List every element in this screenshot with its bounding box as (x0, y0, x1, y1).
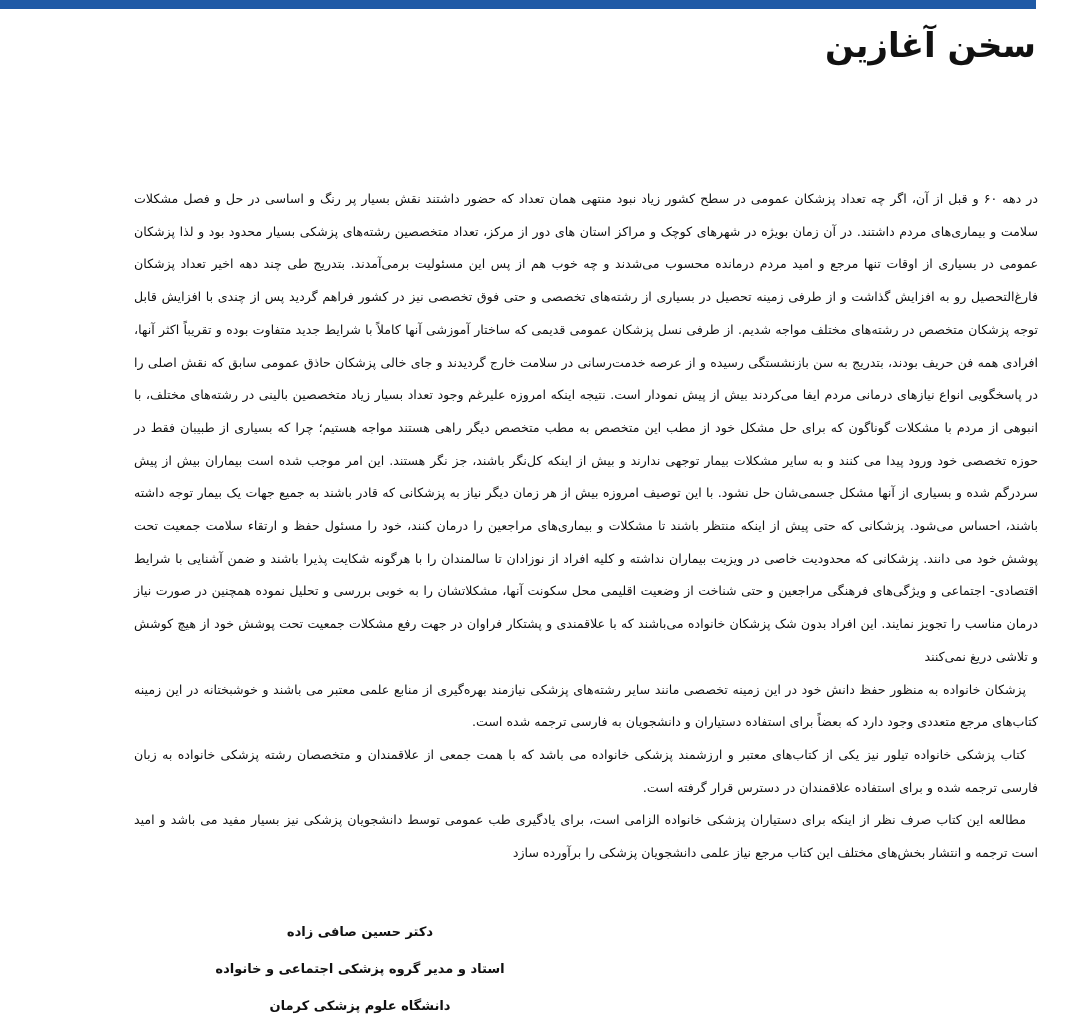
signature-institution: دانشگاه علوم پزشکی کرمان (269, 999, 451, 1014)
signature-block (150, 914, 570, 1025)
page-title: سخن آغازین (825, 26, 1036, 66)
paragraph-2: پزشکان خانواده به منظور حفظ دانش خود در این زمینه تخصصی مانند سایر رشته‌های پزشکی نیازمند بهره‌گیری از منابع علمی معتبر می باشند و خوشبختانه در این زمینه کتاب‌های مرجع متعددی وجود دارد که بعضاً برای استفاده دستیاران و دانشجویان به فارسی ترجمه شده است. (134, 681, 1038, 730)
header-rule (0, 0, 1036, 9)
signature-name: دکتر حسین صافی زاده (286, 925, 434, 940)
signature-position: استاد و مدیر گروه پزشکی اجتماعی و خانواده (215, 962, 505, 977)
paragraph-4: مطالعه این کتاب صرف نظر از اینکه برای دستیاران پزشکی خانواده الزامی است، برای یادگیری طب عمومی توسط دانشجویان پزشکی نیز بسیار مفید می باشد و امید است ترجمه و انتشار بخش‌های مختلف این کتاب مرجع نیاز علمی دانشجویان پزشکی را برآورده سازد (134, 812, 1038, 861)
paragraph-1: در دهه ۶۰ و قبل از آن، اگر چه تعداد پزشکان عمومی در سطح کشور زیاد نبود منتهی همان تعداد که حضور داشتند نقش بسیار پر رنگ و اساسی در حل و فصل مشکلات سلامت و بیماری‌های مردم داشتند. در آن زمان بویژه در شهرهای کوچک و مراکز استان های دور از مرکز، تعداد متخصصین رشته‌های پزشکی بسیار محدود بود و لذا پزشکان عمومی در بسیاری از اوقات تنها مرجع و امید مردم درمانده محسوب می‌شدند و چه خوب هم از پس این مسئولیت برمی‌آمدند. بتدریج طی چند دهه اخیر تعداد پزشکان فارغ‌التحصیل رو به افزایش گذاشت و از طرفی زمینه تحصیل در بسیاری از رشته‌های تخصصی و حتی فوق تخصصی نیز در کشور فراهم گردید پس از چندی با افزایش قابل توجه پزشکان متخصص در رشته‌های مختلف مواجه شدیم. از طرفی نسل پزشکان عمومی قدیمی که ساختار آموزشی آنها کاملاً با شرایط جدید متفاوت بوده و تقریباً اکثر آنها، افرادی همه فن حریف بودند، بتدریج به سن بازنشستگی رسیده و از عرصه خدمت‌رسانی در سلامت خارج گردیدند و جای خالی پزشکان حاذق عمومی سابق که نقش اصلی را در پاسخگویی انواع نیازهای درمانی مردم ایفا می‌کردند بیش از پیش نمودار است. نتیجه اینکه امروزه علیرغم وجود تعداد بسیار زیاد متخصصین بالینی در رشته‌های مختلف، با انبوهی از مردم با مشکلات گوناگون که برای حل مشکل خود از مطب این متخصص به مطب متخصص دیگر راهی هستند مواجه هستیم؛ چرا که بسیاری از طبیبان فقط در حوزه تخصصی خود ورود پیدا می کنند و به سایر مشکلات بیمار توجهی ندارند و بیش از اینکه کل‌نگر باشند، جز نگر هستند. این امر موجب شده است بیماران بیش از پیش سردرگم شده و بسیاری از آنها مشکل جسمی‌شان حل نشود. با این توصیف امروزه بیش از هر زمان دیگر نیاز به پزشکانی که قادر باشند به جمیع جهات یک بیمار توجه داشته باشند، احساس می‌شود. پزشکانی که حتی پیش از اینکه منتظر باشند تا مشکلات و بیماری‌های مراجعین را درمان کنند، خود را مسئول حفظ و ارتقاء سلامت جمعیت تحت پوشش خود می دانند. پزشکانی که محدودیت خاصی در ویزیت بیماران نداشته و کلیه افراد از نوزادان تا سالمندان را با هرگونه شکایت پذیرا باشند و ضمن آشنایی با شرایط اقتصادی- اجتماعی و ویژگی‌های فرهنگی مراجعین و حتی شناخت از وضعیت اقلیمی محل سکونت آنها، مشکلاتشان را به خوبی بررسی و تحلیل نموده همچنین در صورت نیاز درمان مناسب را تجویز نمایند. این افراد بدون شک پزشکان خانواده می‌باشند که با علاقمندی و پشتکار فراوان در جهت رفع مشکلات جمعیت تحت پوشش خود از هیچ کوشش و تلاشی دریغ نمی‌کنند (134, 191, 1038, 664)
paragraph-3: کتاب پزشکی خانواده تیلور نیز یکی از کتاب‌های معتبر و ارزشمند پزشکی خانواده می باشد که با همت جمعی از علاقمندان و متخصصان رشته پزشکی خانواده به زبان فارسی ترجمه شده و برای استفاده علاقمندان در دسترس قرار گرفته است. (134, 746, 1038, 795)
foreword-body (134, 183, 1038, 870)
